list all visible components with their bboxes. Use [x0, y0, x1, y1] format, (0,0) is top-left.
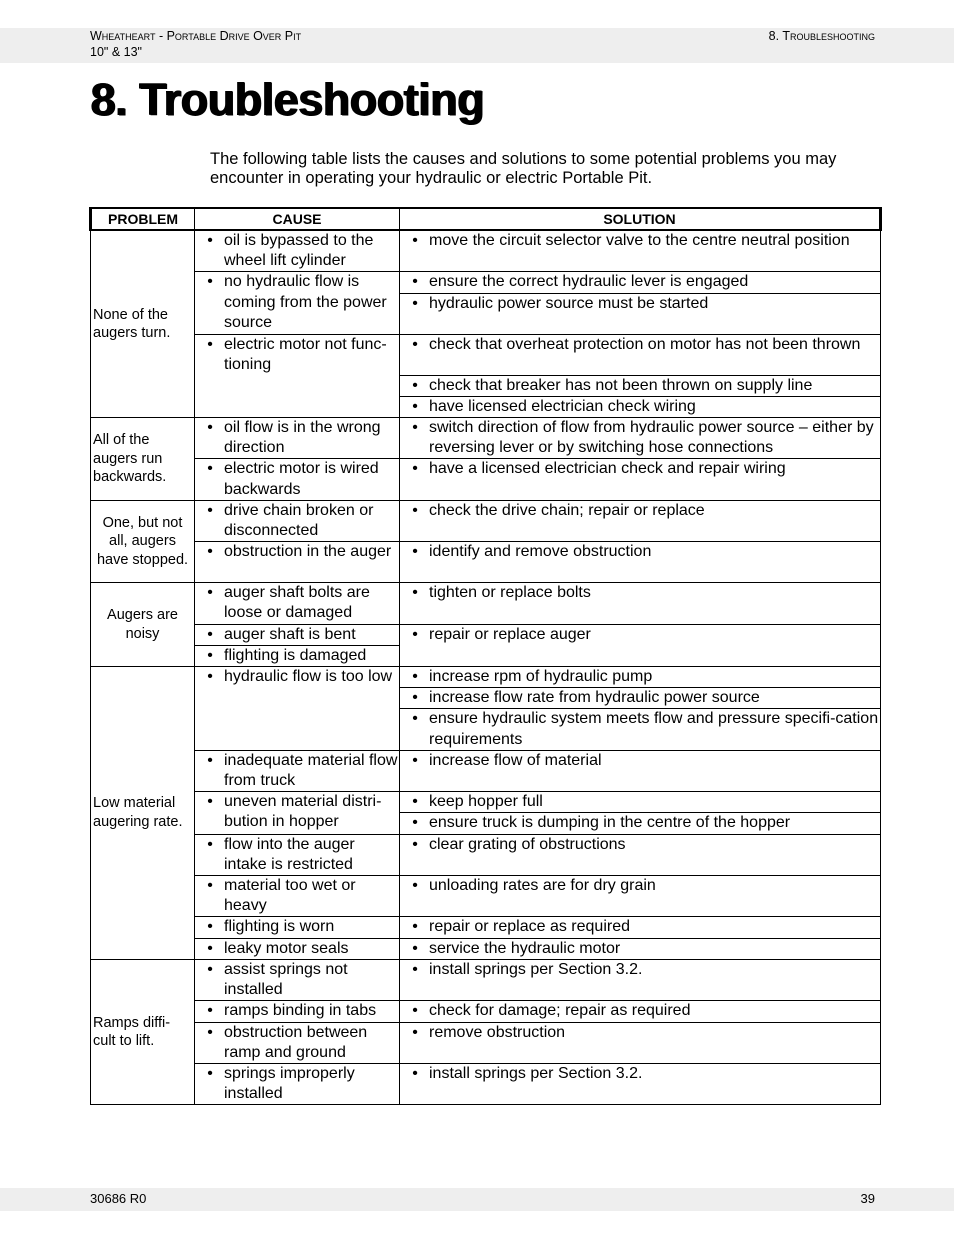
- solution-text: switch direction of flow from hydraulic power source – either by reversing lever or by switching hose connections: [429, 419, 874, 457]
- cause-cell: [195, 334, 400, 417]
- cause-cell: [195, 876, 400, 917]
- table-row: [91, 917, 881, 938]
- solution-cell: [400, 876, 881, 917]
- cause-cell: [195, 750, 400, 791]
- bullet: •: [412, 814, 418, 832]
- cause-text: flow into the auger intake is restricted: [224, 835, 355, 873]
- solution-cell: [400, 542, 881, 583]
- bullet: •: [207, 751, 213, 769]
- bullet: •: [207, 939, 213, 957]
- solution-cell: [400, 917, 881, 938]
- problem-cell: None of the augers turn.: [91, 230, 195, 418]
- problem-cell: All of the augers run backwards.: [91, 418, 195, 501]
- table-row: [91, 792, 881, 813]
- cause-text: oil flow is in the wrong direction: [224, 419, 381, 457]
- bullet: •: [412, 419, 418, 437]
- cause-text: auger shaft is bent: [224, 625, 356, 643]
- bullet: •: [412, 918, 418, 936]
- header-subtitle: 10" & 13": [90, 45, 142, 59]
- solution-text: install springs per Section 3.2.: [429, 960, 643, 978]
- bullet: •: [207, 460, 213, 478]
- solution-text: check the drive chain; repair or replace: [429, 501, 705, 519]
- solution-text: tighten or replace bolts: [429, 584, 591, 602]
- cause-text: flighting is worn: [224, 918, 335, 936]
- cause-cell: [195, 583, 400, 624]
- bullet: •: [412, 689, 418, 707]
- cause-cell: [195, 500, 400, 541]
- solution-cell: [400, 1001, 881, 1022]
- table-row: [91, 542, 881, 583]
- bullet: •: [207, 584, 213, 602]
- problem-cell: One, but not all, augers have stopped.: [91, 500, 195, 582]
- solution-text: check for damage; repair as required: [429, 1002, 691, 1020]
- cause-text: leaky motor seals: [224, 939, 349, 957]
- cause-cell: [195, 792, 400, 834]
- cause-text: flighting is damaged: [224, 646, 367, 664]
- solution-cell: [400, 1022, 881, 1063]
- bullet: •: [412, 1002, 418, 1020]
- bullet: •: [207, 335, 213, 353]
- solution-cell: [400, 334, 881, 375]
- solution-text: service the hydraulic motor: [429, 939, 621, 957]
- cause-cell: [195, 834, 400, 875]
- page-title: 8. Troubleshooting: [90, 74, 484, 125]
- solution-cell: [400, 230, 881, 272]
- bullet: •: [412, 710, 418, 728]
- solution-cell: [400, 709, 881, 750]
- solution-cell: [400, 272, 881, 293]
- solution-text: have licensed electrician check wiring: [429, 397, 696, 415]
- cause-text: electric motor is wired backwards: [224, 460, 379, 498]
- table-header-row: [91, 208, 881, 230]
- solution-text: hydraulic power source must be started: [429, 294, 709, 312]
- bullet: •: [207, 646, 213, 664]
- solution-text: ensure the correct hydraulic lever is engaged: [429, 273, 749, 291]
- solution-text: increase flow of material: [429, 751, 602, 769]
- cause-cell: [195, 1001, 400, 1022]
- bullet: •: [412, 1023, 418, 1041]
- solution-cell: [400, 792, 881, 813]
- bullet: •: [207, 918, 213, 936]
- cause-cell: [195, 272, 400, 334]
- solution-cell: [400, 624, 881, 666]
- cause-text: obstruction between ramp and ground: [224, 1023, 368, 1061]
- table-row: [91, 500, 881, 541]
- cause-cell: [195, 667, 400, 751]
- cause-text: uneven material distri-bution in hopper: [224, 793, 382, 831]
- bullet: •: [207, 877, 213, 895]
- table-row: [91, 230, 881, 272]
- solution-cell: [400, 1063, 881, 1104]
- solution-text: clear grating of obstructions: [429, 835, 626, 853]
- solution-text: increase rpm of hydraulic pump: [429, 668, 653, 686]
- cause-text: obstruction in the auger: [224, 543, 392, 561]
- column-header-solution: SOLUTION: [400, 208, 881, 230]
- table-row: [91, 624, 881, 645]
- solution-cell: [400, 834, 881, 875]
- cause-text: inadequate material flow from truck: [224, 751, 398, 790]
- page-footer: [0, 1188, 954, 1211]
- bullet: •: [207, 668, 213, 686]
- solution-text: check that overheat protection on motor has not been thrown: [429, 335, 861, 353]
- cause-cell: [195, 938, 400, 959]
- cause-cell: [195, 418, 400, 459]
- table-row: [91, 750, 881, 791]
- problem-cell: Ramps diffi-cult to lift.: [91, 959, 195, 1104]
- intro-paragraph: The following table lists the causes and solutions to some potential problems you may encounter in operating your hydraulic or electric Portable Pit.: [210, 150, 837, 187]
- bullet: •: [207, 543, 213, 561]
- bullet: •: [412, 232, 418, 249]
- cause-text: oil is bypassed to the wheel lift cylinder: [224, 232, 374, 270]
- bullet: •: [412, 584, 418, 602]
- cause-cell: [195, 645, 400, 666]
- bullet: •: [412, 835, 418, 853]
- solution-cell: [400, 418, 881, 459]
- problem-cell: Low material augering rate.: [91, 667, 195, 960]
- table-row: [91, 834, 881, 875]
- table-row: [91, 876, 881, 917]
- solution-text: ensure truck is dumping in the centre of the hopper: [429, 814, 791, 832]
- footer-page-number: 39: [860, 1191, 875, 1206]
- column-header-cause: CAUSE: [195, 208, 400, 230]
- table-row: [91, 583, 881, 624]
- solution-text: keep hopper full: [429, 793, 543, 811]
- bullet: •: [412, 376, 418, 394]
- cause-text: material too wet or heavy: [224, 877, 356, 915]
- cause-text: electric motor not func-tioning: [224, 335, 387, 373]
- solution-text: install springs per Section 3.2.: [429, 1064, 643, 1082]
- bullet: •: [412, 294, 418, 312]
- solution-text: increase flow rate from hydraulic power source: [429, 689, 760, 707]
- bullet: •: [412, 273, 418, 291]
- cause-cell: [195, 230, 400, 272]
- cause-text: auger shaft bolts are loose or damaged: [224, 584, 370, 622]
- table-row: [91, 1063, 881, 1104]
- solution-cell: [400, 688, 881, 709]
- cause-cell: [195, 917, 400, 938]
- solution-cell: [400, 938, 881, 959]
- problem-cell: Augers are noisy: [91, 583, 195, 667]
- page-header: [0, 28, 954, 63]
- bullet: •: [412, 793, 418, 811]
- bullet: •: [412, 751, 418, 769]
- solution-text: identify and remove obstruction: [429, 543, 652, 561]
- table-row: [91, 459, 881, 500]
- solution-text: repair or replace auger: [429, 625, 591, 643]
- bullet: •: [207, 1023, 213, 1041]
- solution-cell: [400, 293, 881, 334]
- cause-text: hydraulic flow is too low: [224, 668, 393, 686]
- table-row: [91, 938, 881, 959]
- table-row: [91, 334, 881, 375]
- cause-text: ramps binding in tabs: [224, 1002, 377, 1020]
- bullet: •: [207, 1002, 213, 1020]
- cause-cell: [195, 1063, 400, 1104]
- cause-cell: [195, 542, 400, 583]
- bullet: •: [412, 1064, 418, 1082]
- troubleshooting-table: [89, 207, 882, 1105]
- bullet: •: [207, 625, 213, 643]
- cause-cell: [195, 459, 400, 500]
- bullet: •: [207, 501, 213, 519]
- solution-cell: [400, 500, 881, 541]
- bullet: •: [207, 1064, 213, 1082]
- table-row: [91, 418, 881, 459]
- bullet: •: [207, 960, 213, 978]
- solution-text: ensure hydraulic system meets flow and pressure specifi-cation requirements: [429, 710, 879, 748]
- solution-text: repair or replace as required: [429, 918, 630, 936]
- bullet: •: [207, 419, 213, 437]
- table-row: [91, 959, 881, 1000]
- solution-cell: [400, 813, 881, 834]
- table-row: [91, 667, 881, 688]
- header-section: 8. Troubleshooting: [768, 29, 875, 43]
- table-row: [91, 1022, 881, 1063]
- bullet: •: [412, 939, 418, 957]
- header-title: Wheatheart - Portable Drive Over Pit: [90, 29, 302, 43]
- solution-text: move the circuit selector valve to the centre neutral position: [429, 232, 850, 249]
- footer-doc-number: 30686 R0: [90, 1191, 147, 1206]
- solution-cell: [400, 583, 881, 624]
- solution-cell: [400, 750, 881, 791]
- bullet: •: [412, 501, 418, 519]
- solution-cell: [400, 375, 881, 396]
- solution-cell: [400, 396, 881, 417]
- bullet: •: [412, 460, 418, 478]
- cause-text: springs improperly installed: [224, 1064, 355, 1103]
- solution-text: remove obstruction: [429, 1023, 566, 1041]
- bullet: •: [412, 335, 418, 353]
- bullet: •: [412, 877, 418, 895]
- cause-text: no hydraulic flow is coming from the power source: [224, 273, 387, 331]
- solution-text: unloading rates are for dry grain: [429, 877, 656, 895]
- cause-cell: [195, 959, 400, 1000]
- bullet: •: [207, 232, 213, 249]
- bullet: •: [207, 793, 213, 811]
- table-row: [91, 1001, 881, 1022]
- solution-text: have a licensed electrician check and repair wiring: [429, 460, 786, 478]
- solution-cell: [400, 959, 881, 1000]
- column-header-problem: PROBLEM: [91, 208, 195, 230]
- bullet: •: [412, 625, 418, 643]
- cause-text: assist springs not installed: [224, 960, 348, 999]
- solution-cell: [400, 459, 881, 500]
- solution-cell: [400, 667, 881, 688]
- cause-cell: [195, 1022, 400, 1063]
- bullet: •: [207, 835, 213, 853]
- bullet: •: [412, 960, 418, 978]
- bullet: •: [412, 668, 418, 686]
- table-row: [91, 272, 881, 293]
- cause-text: drive chain broken or disconnected: [224, 501, 374, 540]
- bullet: •: [207, 273, 213, 291]
- solution-text: check that breaker has not been thrown on supply line: [429, 376, 813, 394]
- bullet: •: [412, 397, 418, 415]
- cause-cell: [195, 624, 400, 645]
- bullet: •: [412, 543, 418, 561]
